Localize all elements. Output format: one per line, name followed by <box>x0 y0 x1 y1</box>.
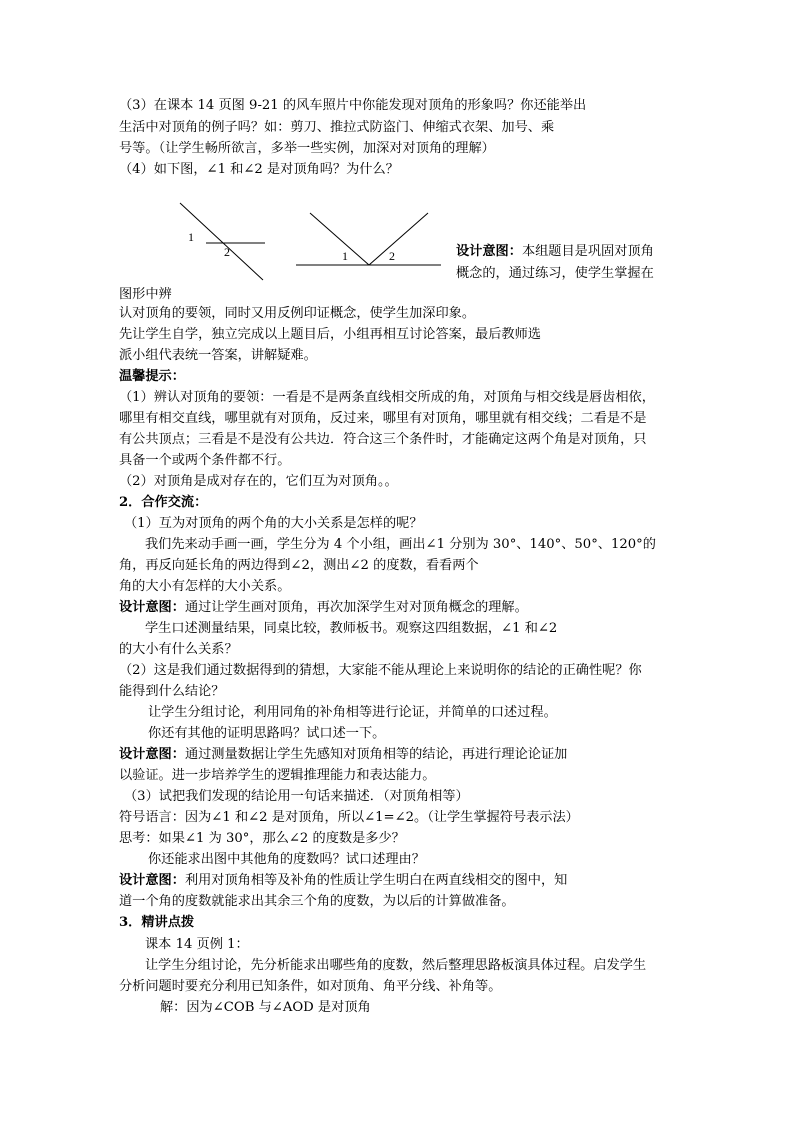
design-intent-line <box>119 600 528 616</box>
design-intent-line <box>119 747 567 763</box>
paragraph-line: 让学生分组讨论，先分析能求出哪些角的度数，然后整理思路板演具体过程。启发学生 <box>145 958 647 973</box>
section-heading: 2．合作交流： <box>119 495 208 510</box>
paragraph-line: 符号语言：因为∠1 和∠2 是对顶角，所以∠1=∠2。（让学生掌握符号表示法） <box>119 810 579 825</box>
design-intent-label: 设计意图： <box>456 244 522 259</box>
angle-label-1: 1 <box>342 249 348 263</box>
question-line: （4）如下图，∠1 和∠2 是对顶角吗？为什么？ <box>119 162 399 177</box>
design-intent-line <box>119 873 567 889</box>
paragraph-line: 课本 14 页例 1： <box>145 937 249 952</box>
paragraph-line: 认对顶角的要领，同时又用反例印证概念，使学生加深印象。 <box>119 306 476 321</box>
paragraph-line: （3）在课本 14 页图 9-21 的风车照片中你能发现对顶角的形象吗？你还能举出 <box>119 98 587 113</box>
paragraph-line: 号等。（让学生畅所欲言，多举一些实例，加深对对顶角的理解） <box>119 141 495 156</box>
question-line: （1）互为对顶角的两个角的大小关系是怎样的呢？ <box>124 516 423 531</box>
design-intent-line <box>456 244 654 260</box>
paragraph-line: 概念的，通过练习，使学生掌握在 <box>456 266 654 281</box>
figure-ray-right <box>369 213 428 265</box>
paragraph-line: 我们先来动手画一画，学生分为 4 个小组，画出∠1 分别为 30°、140°、50°、120°的 <box>145 537 656 552</box>
design-intent-text: 本组题目是巩固对顶角 <box>521 244 654 259</box>
paragraph-line: 有公共顶点；三看是不是没有公共边．符合这三个条件时，才能确定这两个角是对顶角，只 <box>119 432 647 447</box>
paragraph-line: 派小组代表统一答案，讲解疑难。 <box>119 348 317 363</box>
paragraph-line: 学生口述测量结果，同桌比较，教师板书。观察这四组数据，∠1 和∠2 <box>145 621 558 636</box>
design-intent-text: 通过让学生画对顶角，再次加深学生对对顶角概念的理解。 <box>184 600 528 615</box>
paragraph-line: 图形中辨 <box>119 287 172 302</box>
question-line: （3）试把我们发现的结论用一句话来描述．（对顶角相等） <box>124 789 469 804</box>
paragraph-line: 分析问题时要充分利用已知条件，如对顶角、角平分线、补角等。 <box>119 979 502 994</box>
paragraph-line: （2）对顶角是成对存在的，它们互为对顶角。。 <box>119 474 398 489</box>
paragraph-line: 的大小有什么关系？ <box>119 642 238 657</box>
paragraph-line: 角的大小有怎样的大小关系。 <box>119 579 291 594</box>
design-intent-text: 利用对顶角相等及补角的性质让学生明白在两直线相交的图中，知 <box>184 873 568 888</box>
paragraph-line: 让学生分组讨论，利用同角的补角相等进行论证，并简单的口述过程。 <box>148 705 557 720</box>
paragraph-line: 思考：如果∠1 为 30°，那么∠2 的度数是多少？ <box>119 831 405 846</box>
figure-ray-left <box>310 213 369 265</box>
paragraph-line: 你还有其他的证明思路吗？试口述一下。 <box>148 726 386 741</box>
paragraph-line: 角，再反向延长角的两边得到∠2，测出∠2 的度数，看看两个 <box>119 558 479 573</box>
paragraph-line: 生活中对顶角的例子吗？如：剪刀、推拉式防盗门、伸缩式衣架、加号、乘 <box>119 120 555 135</box>
design-intent-label: 设计意图： <box>119 600 185 615</box>
figure-adjacent-angles <box>296 210 456 280</box>
question-line: （2）这是我们通过数据得到的猜想，大家能不能从理论上来说明你的结论的正确性呢？你 <box>119 663 642 678</box>
angle-label-1: 1 <box>188 230 194 244</box>
paragraph-line: 哪里有相交直线，哪里就有对顶角，反过来，哪里有对顶角，哪里就有相交线；二看是不是 <box>119 411 647 426</box>
design-intent-label: 设计意图： <box>119 747 185 762</box>
paragraph-line: 道一个角的度数就能求出其余三个角的度数，为以后的计算做准备。 <box>119 894 515 909</box>
section-heading: 温馨提示： <box>119 369 185 384</box>
solution-line: 解：因为∠COB 与∠AOD 是对顶角 <box>160 1000 371 1015</box>
paragraph-line: 以验证。进一步培养学生的逻辑推理能力和表达能力。 <box>119 768 436 783</box>
design-intent-label: 设计意图： <box>119 873 185 888</box>
paragraph-line: 具备一个或两个条件都不行。 <box>119 453 291 468</box>
section-heading: 3．精讲点拨 <box>119 915 195 930</box>
paragraph-line: 能得到什么结论？ <box>119 684 225 699</box>
paragraph-line: 你还能求出图中其他角的度数吗？试口述理由？ <box>148 852 425 867</box>
paragraph-line: （1）辨认对顶角的要领：一看是不是两条直线相交所成的角，对顶角与相交线是唇齿相依， <box>119 390 655 405</box>
design-intent-text: 通过测量数据让学生先感知对顶角相等的结论，再进行理论论证加 <box>184 747 568 762</box>
paragraph-line: 先让学生自学，独立完成以上题目后，小组再相互讨论答案，最后教师选 <box>119 327 541 342</box>
angle-label-2: 2 <box>389 249 395 263</box>
angle-label-2: 2 <box>224 245 230 259</box>
